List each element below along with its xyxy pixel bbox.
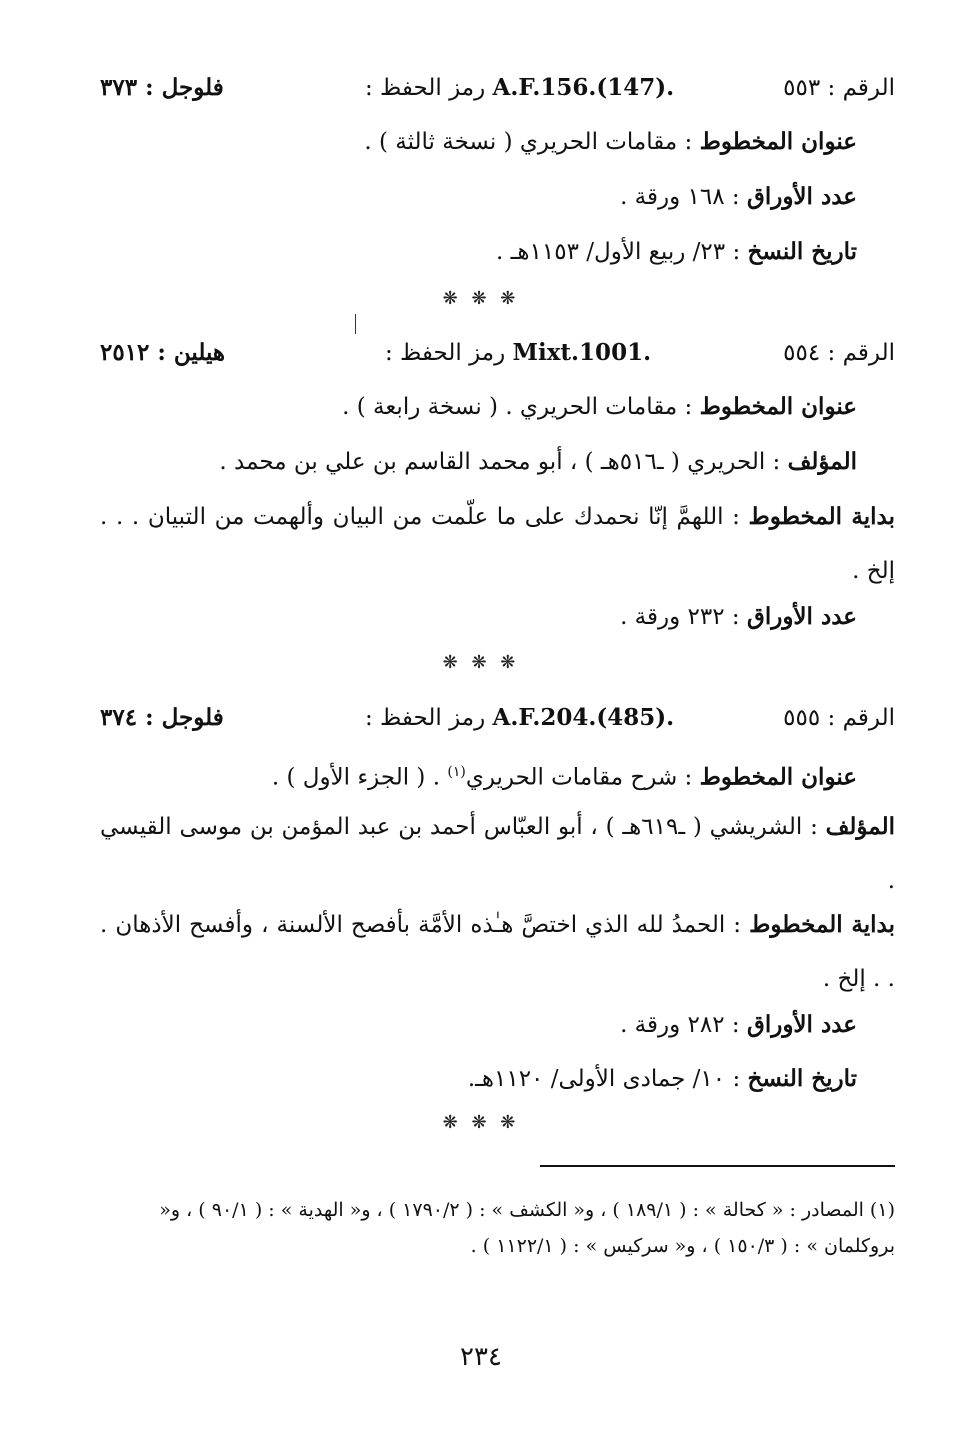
copy-date-line (97, 1052, 857, 1106)
separator-stars: ❋ ❋ ❋ (442, 288, 520, 309)
author-paragraph (100, 800, 895, 908)
entry-number: الرقم : ٥٥٣ (783, 75, 895, 101)
copy-date-line (97, 225, 857, 279)
entry-553-header (100, 68, 895, 108)
footnote: (١) المصادر : « كحالة » : ( ١٨٩/١ ) ، و« الكشف » : ( ١٧٩٠/٢ ) ، و« الهدية » : ( ٩٠/١ ) ، و« بروكلمان » : ( ١٥٠/٣ ) ، و« سركيس » : ( ١١٢٢/١ ) . (159, 1199, 895, 1257)
entry-number: الرقم : ٥٥٤ (783, 340, 895, 366)
author-line (97, 435, 857, 489)
catalog-reference: هيلين : ٢٥١٢ (100, 339, 226, 366)
copy-date-text: : ١٠/ جمادى الأولى/ ١١٢٠هـ. (467, 1066, 748, 1092)
footnote-marker: (١) (447, 764, 466, 780)
title-label: عنوان المخطوط (699, 393, 857, 420)
shelf-mark-value: Mixt.1001. (512, 339, 652, 366)
incipit-paragraph (100, 490, 895, 598)
copy-date-label: تاريخ النسخ (747, 1065, 857, 1092)
title-line (97, 745, 857, 805)
separator-stars: ❋ ❋ ❋ (442, 1112, 520, 1133)
author-label: المؤلف (787, 448, 857, 475)
margin-mark (355, 314, 356, 334)
leaves-label: عدد الأوراق (746, 603, 857, 630)
entry-555-header (100, 698, 895, 738)
catalog-reference: فلوجل : ٣٧٣ (100, 74, 224, 101)
title-label: عنوان المخطوط (699, 763, 857, 791)
incipit-label: بداية المخطوط (749, 911, 895, 938)
page-number: ٢٣٤ (460, 1342, 502, 1372)
author-label: المؤلف (825, 813, 896, 840)
shelf-mark-label: رمز الحفظ : (365, 705, 486, 731)
leaves-line (97, 998, 857, 1052)
copy-date-text: : ٢٣/ ربيع الأول/ ١١٥٣هـ . (496, 239, 748, 265)
title-line (97, 380, 857, 434)
shelf-mark-value: A.F.204.(485). (492, 704, 675, 731)
title-text: : مقامات الحريري ( نسخة ثالثة ) . (364, 129, 700, 155)
title-label: عنوان المخطوط (699, 128, 857, 155)
title-tail: . ( الجزء الأول ) . (271, 764, 448, 791)
incipit-paragraph (100, 898, 895, 1006)
catalog-reference: فلوجل : ٣٧٤ (100, 704, 224, 731)
shelf-mark-label: رمز الحفظ : (385, 340, 506, 366)
leaves-line (97, 170, 857, 224)
title-text: : شرح مقامات الحريري (465, 764, 700, 791)
leaves-text: : ٢٨٢ ورقة . (620, 1012, 747, 1038)
leaves-label: عدد الأوراق (746, 1011, 857, 1038)
shelf-mark (385, 333, 661, 373)
shelf-mark (365, 68, 684, 108)
leaves-line (97, 590, 857, 644)
title-line (97, 115, 857, 169)
incipit-text: : اللهمَّ إنّا نحمدك على ما علّمت من البيان وألهمت من التبيان . . . إلخ . (100, 504, 895, 584)
author-text: : الشريشي ( ـ٦١٩هـ ) ، أبو العبّاس أحمد بن عبد المؤمن بن موسى القيسي . (100, 814, 895, 894)
separator-stars: ❋ ❋ ❋ (442, 652, 520, 673)
leaves-text: : ١٦٨ ورقة . (620, 184, 747, 210)
title-text: : مقامات الحريري . ( نسخة رابعة ) . (342, 394, 700, 420)
author-text: : الحريري ( ـ٥١٦هـ ) ، أبو محمد القاسم بن علي بن محمد . (219, 449, 788, 475)
footnote-rule (540, 1165, 895, 1167)
leaves-text: : ٢٣٢ ورقة . (620, 604, 747, 630)
incipit-text: : الحمدُ لله الذي اختصَّ هـٰذه الأمَّة بأفصح الألسنة ، وأفسح الأذهان . . . إلخ . (100, 912, 895, 992)
shelf-mark-label: رمز الحفظ : (365, 75, 486, 101)
incipit-label: بداية المخطوط (748, 503, 895, 530)
shelf-mark-value: A.F.156.(147). (492, 74, 675, 101)
entry-number: الرقم : ٥٥٥ (783, 705, 895, 731)
entry-554-header (100, 333, 895, 373)
leaves-label: عدد الأوراق (746, 183, 857, 210)
copy-date-label: تاريخ النسخ (747, 238, 857, 265)
shelf-mark (365, 698, 684, 738)
